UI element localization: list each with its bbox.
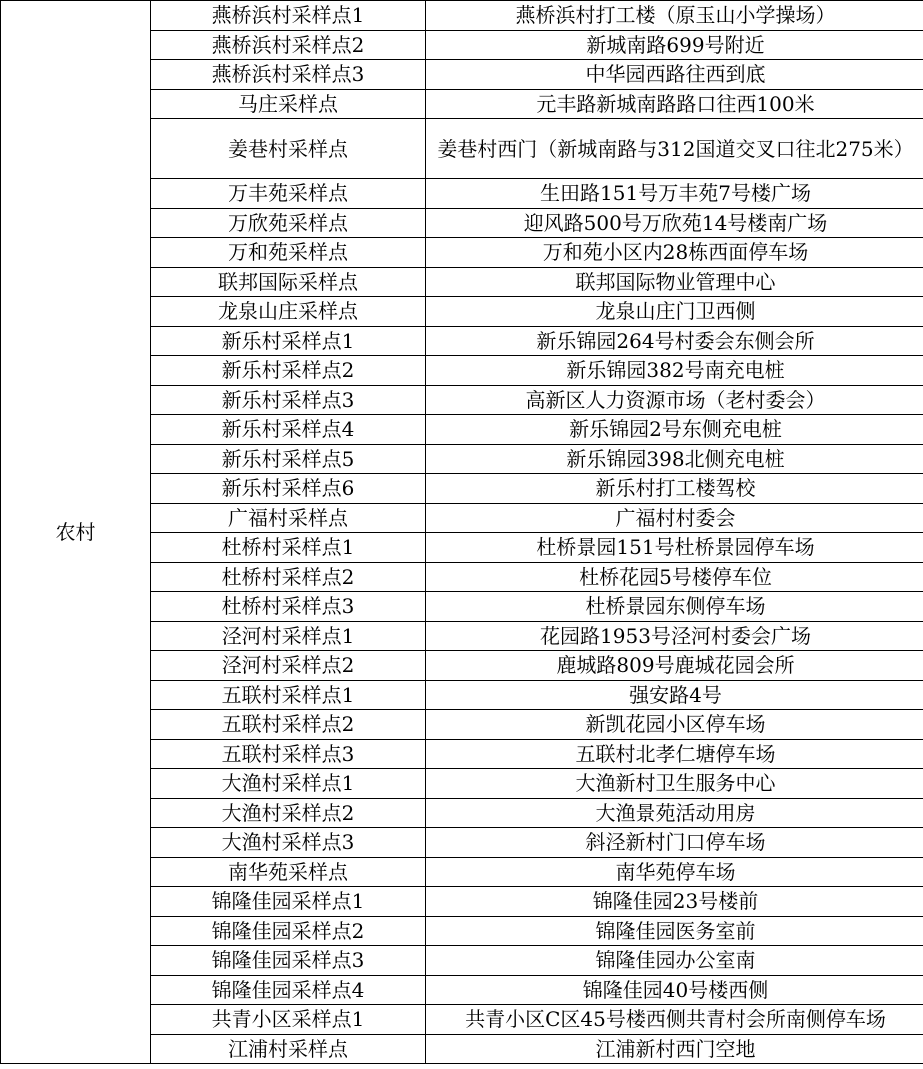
site-name-cell: 姜巷村采样点: [151, 119, 426, 179]
site-address-cell: 生田路151号万丰苑7号楼广场: [426, 179, 923, 209]
site-name-cell: 五联村采样点3: [151, 739, 426, 769]
site-address-cell: 新乐锦园398北侧充电桩: [426, 444, 923, 474]
site-name-cell: 龙泉山庄采样点: [151, 297, 426, 327]
site-address-cell: 联邦国际物业管理中心: [426, 267, 923, 297]
site-name-cell: 新乐村采样点5: [151, 444, 426, 474]
site-address-cell: 花园路1953号泾河村委会广场: [426, 621, 923, 651]
site-name-cell: 大渔村采样点1: [151, 769, 426, 799]
site-name-cell: 新乐村采样点4: [151, 415, 426, 445]
site-address-cell: 迎风路500号万欣苑14号楼南广场: [426, 208, 923, 238]
site-address-cell: 姜巷村西门（新城南路与312国道交叉口往北275米）: [426, 119, 923, 179]
site-address-cell: 江浦新村西门空地: [426, 1034, 923, 1064]
site-name-cell: 泾河村采样点1: [151, 621, 426, 651]
site-address-cell: 锦隆佳园医务室前: [426, 916, 923, 946]
site-name-cell: 锦隆佳园采样点4: [151, 975, 426, 1005]
site-name-cell: 锦隆佳园采样点3: [151, 946, 426, 976]
site-address-cell: 元丰路新城南路路口往西100米: [426, 89, 923, 119]
site-name-cell: 泾河村采样点2: [151, 651, 426, 681]
site-address-cell: 斜泾新村门口停车场: [426, 828, 923, 858]
site-name-cell: 马庄采样点: [151, 89, 426, 119]
site-name-cell: 锦隆佳园采样点1: [151, 887, 426, 917]
site-name-cell: 新乐村采样点6: [151, 474, 426, 504]
site-name-cell: 共青小区采样点1: [151, 1005, 426, 1035]
site-address-cell: 新乐锦园382号南充电桩: [426, 356, 923, 386]
site-address-cell: 新城南路699号附近: [426, 30, 923, 60]
site-address-cell: 大渔新村卫生服务中心: [426, 769, 923, 799]
site-name-cell: 新乐村采样点1: [151, 326, 426, 356]
site-name-cell: 杜桥村采样点3: [151, 592, 426, 622]
site-name-cell: 大渔村采样点2: [151, 798, 426, 828]
site-name-cell: 新乐村采样点2: [151, 356, 426, 386]
site-name-cell: 燕桥浜村采样点3: [151, 60, 426, 90]
site-address-cell: 锦隆佳园23号楼前: [426, 887, 923, 917]
table-row: [1, 1, 923, 31]
site-name-cell: 新乐村采样点3: [151, 385, 426, 415]
site-name-cell: 燕桥浜村采样点1: [151, 1, 426, 31]
site-name-cell: 五联村采样点1: [151, 680, 426, 710]
site-address-cell: 锦隆佳园办公室南: [426, 946, 923, 976]
site-name-cell: 锦隆佳园采样点2: [151, 916, 426, 946]
site-name-cell: 万丰苑采样点: [151, 179, 426, 209]
site-address-cell: 鹿城路809号鹿城花园会所: [426, 651, 923, 681]
site-address-cell: 新乐村打工楼驾校: [426, 474, 923, 504]
site-address-cell: 杜桥花园5号楼停车位: [426, 562, 923, 592]
site-address-cell: 龙泉山庄门卫西侧: [426, 297, 923, 327]
site-name-cell: 万欣苑采样点: [151, 208, 426, 238]
site-address-cell: 五联村北孝仁塘停车场: [426, 739, 923, 769]
site-name-cell: 广福村采样点: [151, 503, 426, 533]
table-body: [1, 1, 923, 1064]
site-address-cell: 新乐锦园2号东侧充电桩: [426, 415, 923, 445]
site-address-cell: 新凯花园小区停车场: [426, 710, 923, 740]
site-address-cell: 大渔景苑活动用房: [426, 798, 923, 828]
site-name-cell: 杜桥村采样点2: [151, 562, 426, 592]
site-address-cell: 广福村村委会: [426, 503, 923, 533]
site-address-cell: 燕桥浜村打工楼（原玉山小学操场）: [426, 1, 923, 31]
site-name-cell: 大渔村采样点3: [151, 828, 426, 858]
site-address-cell: 新乐锦园264号村委会东侧会所: [426, 326, 923, 356]
site-name-cell: 杜桥村采样点1: [151, 533, 426, 563]
site-name-cell: 五联村采样点2: [151, 710, 426, 740]
site-address-cell: 中华园西路往西到底: [426, 60, 923, 90]
site-name-cell: 江浦村采样点: [151, 1034, 426, 1064]
site-address-cell: 万和苑小区内28栋西面停车场: [426, 238, 923, 268]
site-address-cell: 强安路4号: [426, 680, 923, 710]
site-address-cell: 杜桥景园151号杜桥景园停车场: [426, 533, 923, 563]
site-address-cell: 南华苑停车场: [426, 857, 923, 887]
site-name-cell: 万和苑采样点: [151, 238, 426, 268]
site-address-cell: 杜桥景园东侧停车场: [426, 592, 923, 622]
site-name-cell: 联邦国际采样点: [151, 267, 426, 297]
site-name-cell: 燕桥浜村采样点2: [151, 30, 426, 60]
site-name-cell: 南华苑采样点: [151, 857, 426, 887]
site-address-cell: 锦隆佳园40号楼西侧: [426, 975, 923, 1005]
site-address-cell: 共青小区C区45号楼西侧共青村会所南侧停车场: [426, 1005, 923, 1035]
site-address-cell: 高新区人力资源市场（老村委会）: [426, 385, 923, 415]
category-cell: 农村: [1, 1, 151, 1064]
